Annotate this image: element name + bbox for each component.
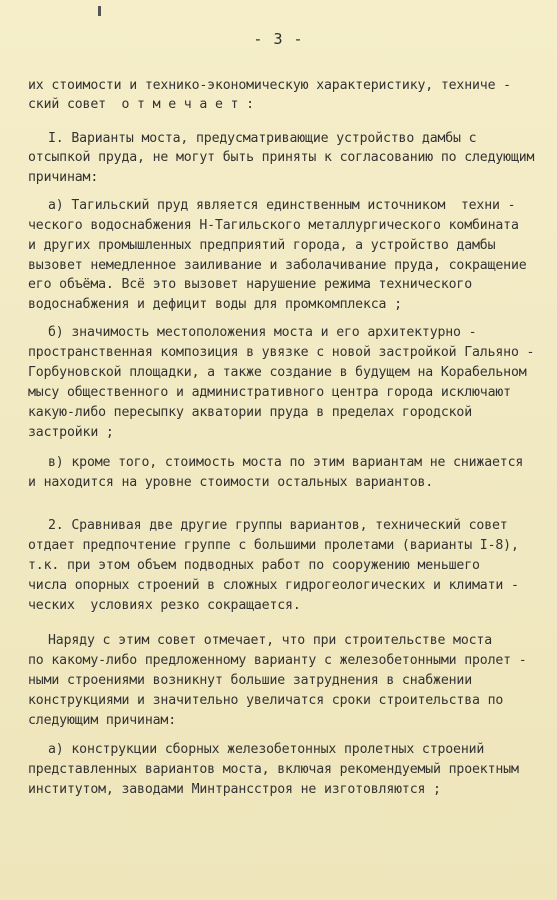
text-line: ческих условиях резко сокращается.: [28, 598, 301, 613]
text-line: застройки ;: [28, 425, 114, 440]
text-line: в) кроме того, стоимость моста по этим вариантам не снижается: [48, 455, 524, 470]
text-line: ский совет о т м е ч а е т :: [28, 97, 254, 112]
text-line: мысу общественного и административного центра города исключают: [28, 385, 511, 400]
text-line: его объёма. Всё это вызовет нарушение режима технического: [28, 277, 473, 292]
text-line: следующим причинам:: [28, 713, 177, 728]
text-line: числа опорных строений в сложных гидрогеологических и климати -: [28, 578, 519, 593]
text-line: и находится на уровне стоимости остальных вариантов.: [28, 475, 434, 490]
text-line: по какому-либо предложенному варианту с железобетонными пролет -: [28, 653, 527, 668]
text-line: вызовет немедленное заиливание и заболачивание пруда, сокращение: [28, 258, 527, 273]
text-line: Горбуновской площадки, а также создание в будущем на Корабельном: [28, 365, 527, 380]
text-line: т.к. при этом объем подводных работ по сооружению меньшего: [28, 558, 480, 573]
text-line: пространственная композиция в увязке с новой застройкой Гальяно -: [28, 345, 535, 360]
text-line: б) значимость местоположения моста и его архитектурно -: [48, 325, 477, 340]
text-line: ными строениями возникнут большие затруднения в снабжении: [28, 673, 473, 688]
text-line: водоснабжения и дефицит воды для промкомплекса ;: [28, 297, 402, 312]
text-line: отдает предпочтение группе с большими пролетами (варианты I-8),: [28, 538, 519, 553]
text-line: Наряду с этим совет отмечает, что при строительстве моста: [48, 633, 493, 648]
text-line: ческого водоснабжения Н-Тагильского металлургического комбината: [28, 218, 519, 233]
text-line: институтом, заводами Минтрансстроя не изготовляются ;: [28, 782, 441, 797]
text-line: отсыпкой пруда, не могут быть приняты к согласованию по следующим: [28, 150, 535, 165]
text-line: причинам:: [28, 170, 99, 185]
text-line: а) Тагильский пруд является единственным источником техни -: [48, 198, 516, 213]
text-line: 2. Сравнивая две другие группы вариантов, технический совет: [48, 518, 508, 533]
text-line: и других промышленных предприятий города, а устройство дамбы: [28, 238, 496, 253]
text-line: какую-либо пересыпку акватории пруда в пределах городской: [28, 405, 473, 420]
text-line: их стоимости и технико-экономическую характеристику, техниче -: [28, 78, 511, 93]
page-number: - 3 -: [253, 30, 304, 48]
text-line: конструкциями и значительно увеличатся сроки строительства по: [28, 693, 504, 708]
corner-mark: [98, 6, 101, 16]
text-line: представленных вариантов моста, включая рекомендуемый проектным: [28, 762, 519, 777]
text-line: I. Варианты моста, предусматривающие устройство дамбы с: [48, 131, 477, 146]
text-line: а) конструкции сборных железобетонных пролетных строений: [48, 742, 485, 757]
